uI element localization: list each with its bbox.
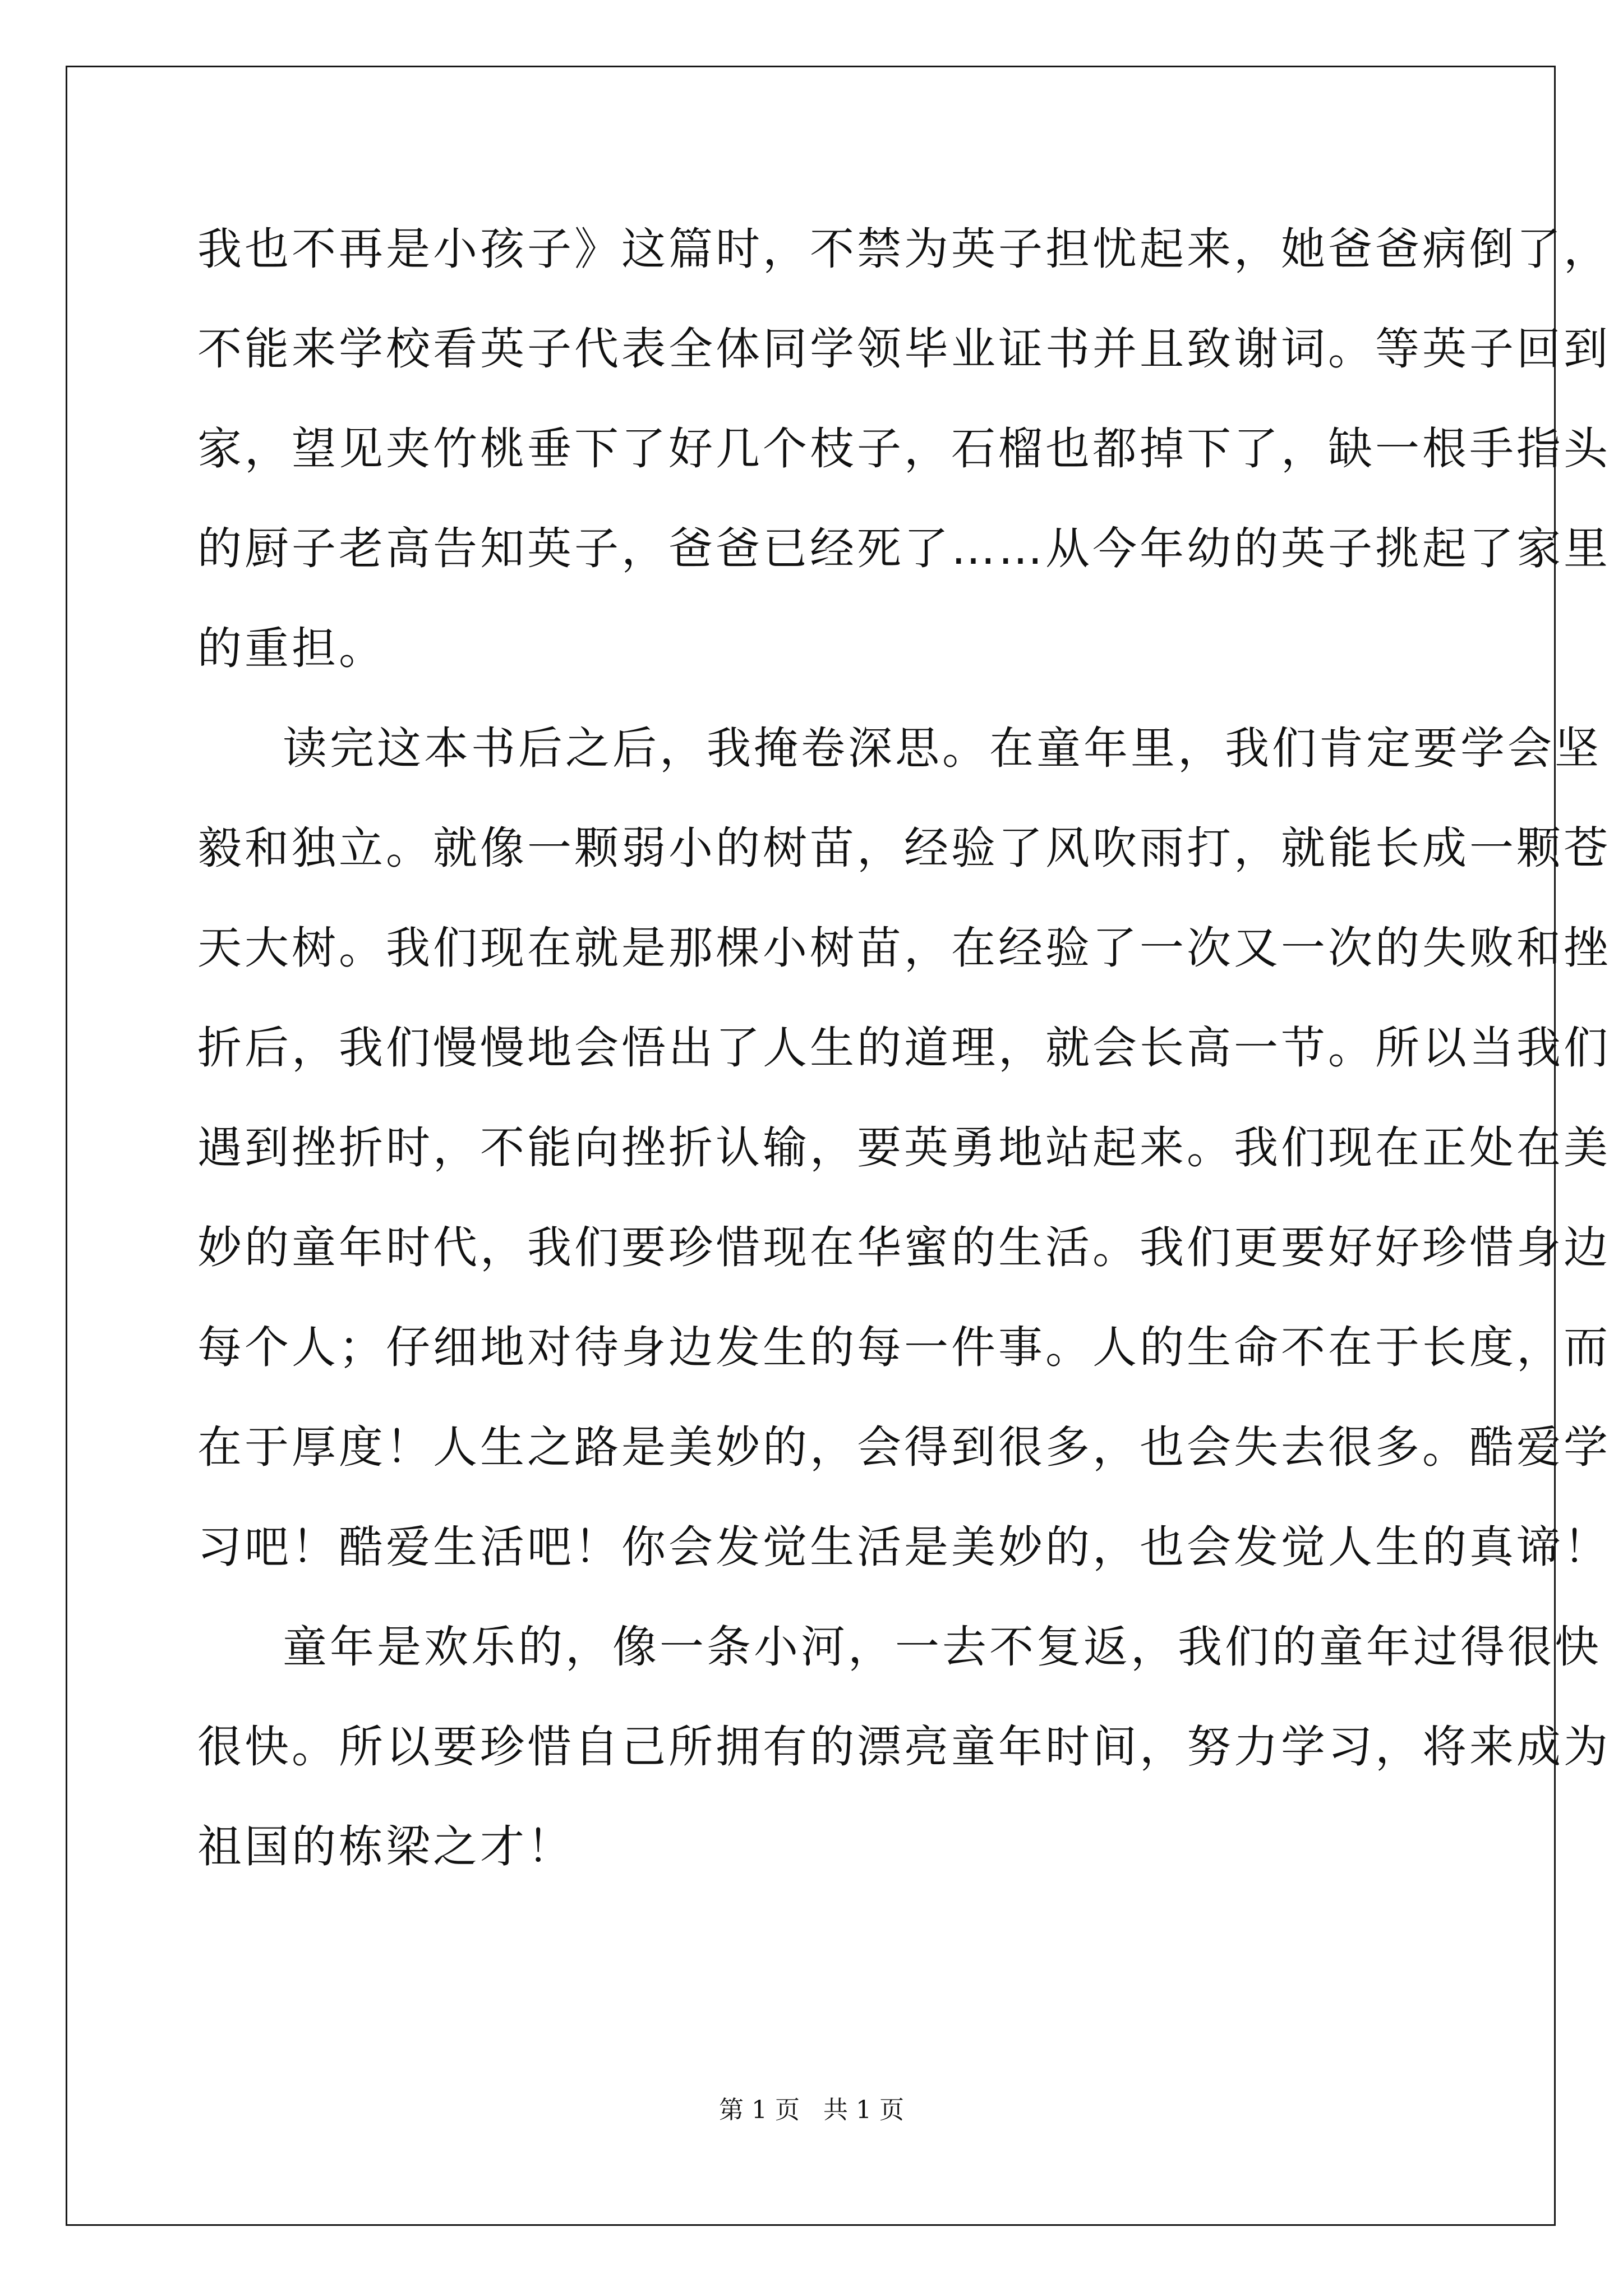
text-line: 习吧！酷爱生活吧！你会发觉生活是美妙的，也会发觉人生的真谛！ xyxy=(197,1521,1611,1573)
text-line: 折后，我们慢慢地会悟出了人生的道理，就会长高一节。所以当我们 xyxy=(197,1022,1611,1074)
paragraph-start-line: 童年是欢乐的，像一条小河，一去不复返，我们的童年过得很快 xyxy=(283,1621,1602,1673)
text-line: 家，望见夹竹桃垂下了好几个枝子，石榴也都掉下了，缺一根手指头 xyxy=(197,423,1611,475)
text-line: 的重担。 xyxy=(197,623,386,674)
document-body xyxy=(197,199,1611,1897)
text-line: 的厨子老高告知英子，爸爸已经死了……从今年幼的英子挑起了家里 xyxy=(197,523,1611,574)
page-footer xyxy=(0,2093,1623,2127)
text-line: 在于厚度！人生之路是美妙的，会得到很多，也会失去很多。酷爱学 xyxy=(197,1421,1611,1473)
page-number: 第 1 页 xyxy=(719,2096,800,2124)
text-line: 遇到挫折时，不能向挫折认输，要英勇地站起来。我们现在正处在美 xyxy=(197,1122,1611,1174)
text-line: 每个人；仔细地对待身边发生的每一件事。人的生命不在于长度，而 xyxy=(197,1322,1611,1373)
page-total: 共 1 页 xyxy=(823,2096,904,2124)
text-line: 不能来学校看英子代表全体同学领毕业证书并且致谢词。等英子回到 xyxy=(197,323,1611,375)
text-line: 很快。所以要珍惜自己所拥有的漂亮童年时间，努力学习，将来成为 xyxy=(197,1721,1611,1773)
text-line: 毅和独立。就像一颗弱小的树苗，经验了风吹雨打，就能长成一颗苍 xyxy=(197,822,1611,874)
text-line: 我也不再是小孩子》这篇时，不禁为英子担忧起来，她爸爸病倒了， xyxy=(197,223,1611,275)
text-line: 天大树。我们现在就是那棵小树苗，在经验了一次又一次的失败和挫 xyxy=(197,922,1611,974)
text-line: 祖国的栋梁之才！ xyxy=(197,1821,574,1872)
paragraph-start-line: 读完这本书后之后，我掩卷深思。在童年里，我们肯定要学会坚 xyxy=(283,723,1602,774)
footer-gap xyxy=(800,2096,823,2124)
text-line: 妙的童年时代，我们要珍惜现在华蜜的生活。我们更要好好珍惜身边 xyxy=(197,1222,1611,1273)
